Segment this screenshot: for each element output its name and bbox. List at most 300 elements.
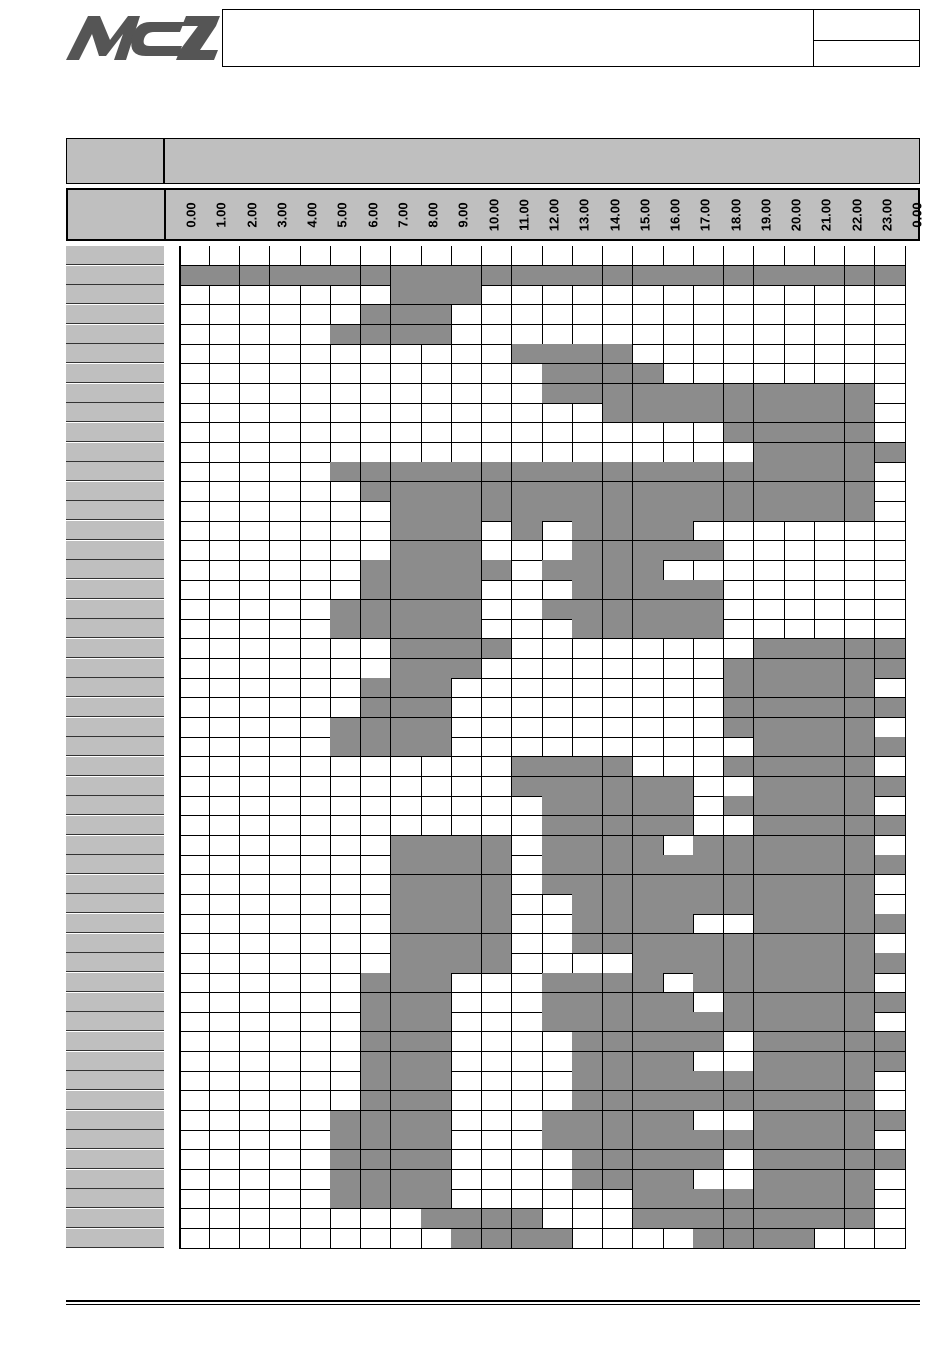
schedule-cell-empty xyxy=(724,580,755,600)
schedule-cell-active xyxy=(845,659,876,679)
schedule-cell-active xyxy=(603,796,634,816)
schedule-cell-empty xyxy=(300,501,331,521)
schedule-cell-active xyxy=(693,580,724,600)
row-label-cell xyxy=(66,541,164,560)
schedule-cell-active xyxy=(875,953,906,973)
schedule-cell-active xyxy=(421,1150,452,1170)
schedule-cell-active xyxy=(391,993,422,1013)
schedule-cell-empty xyxy=(270,482,301,502)
schedule-cell-active xyxy=(603,855,634,875)
schedule-cell-active xyxy=(421,285,452,305)
schedule-cell-active xyxy=(784,1032,815,1052)
schedule-cell-active xyxy=(814,501,845,521)
schedule-cell-active xyxy=(724,894,755,914)
schedule-cell-active xyxy=(784,1130,815,1150)
schedule-cell-empty xyxy=(875,875,906,895)
schedule-cell-active xyxy=(845,737,876,757)
schedule-cell-empty xyxy=(482,718,513,738)
schedule-cell-empty xyxy=(814,1229,845,1249)
schedule-cell-empty xyxy=(209,443,240,463)
schedule-cell-active xyxy=(784,403,815,423)
schedule-cell-empty xyxy=(875,1130,906,1150)
schedule-cell-empty xyxy=(875,501,906,521)
schedule-cell-empty xyxy=(784,521,815,541)
hour-label-text: 18.00 xyxy=(728,198,743,231)
schedule-cell-empty xyxy=(179,600,210,620)
schedule-cell-active xyxy=(693,953,724,973)
schedule-cell-empty xyxy=(724,619,755,639)
schedule-cell-empty xyxy=(663,325,694,345)
schedule-cell-active xyxy=(451,953,482,973)
schedule-cell-empty xyxy=(240,246,271,266)
schedule-cell-active xyxy=(361,1150,392,1170)
table-title-band xyxy=(164,138,920,184)
schedule-cell-active xyxy=(572,344,603,364)
schedule-cell-active xyxy=(633,1052,664,1072)
schedule-cell-active xyxy=(391,639,422,659)
schedule-cell-empty xyxy=(663,560,694,580)
schedule-cell-empty xyxy=(512,541,543,561)
schedule-cell-empty xyxy=(845,305,876,325)
schedule-cell-empty xyxy=(179,894,210,914)
schedule-cell-empty xyxy=(724,541,755,561)
schedule-cell-empty xyxy=(240,364,271,384)
schedule-cell-empty xyxy=(240,443,271,463)
schedule-cell-active xyxy=(482,266,513,286)
schedule-cell-empty xyxy=(451,1091,482,1111)
schedule-cell-empty xyxy=(572,423,603,443)
schedule-cell-active xyxy=(633,1091,664,1111)
schedule-cell-active xyxy=(663,796,694,816)
schedule-cell-empty xyxy=(875,718,906,738)
schedule-cell-empty xyxy=(361,816,392,836)
schedule-cell-active xyxy=(542,600,573,620)
schedule-cell-empty xyxy=(179,678,210,698)
schedule-cell-empty xyxy=(179,1032,210,1052)
schedule-cell-empty xyxy=(240,639,271,659)
schedule-cell-empty xyxy=(300,580,331,600)
schedule-cell-active xyxy=(603,521,634,541)
schedule-cell-empty xyxy=(391,403,422,423)
schedule-cell-empty xyxy=(875,619,906,639)
schedule-cell-active xyxy=(814,894,845,914)
schedule-cell-empty xyxy=(875,580,906,600)
row-label-cell xyxy=(66,560,164,579)
schedule-cell-empty xyxy=(361,757,392,777)
schedule-cell-active xyxy=(330,1150,361,1170)
schedule-cell-empty xyxy=(209,1012,240,1032)
schedule-cell-active xyxy=(724,1209,755,1229)
hour-label-text: 23.00 xyxy=(879,198,895,231)
schedule-cell-active xyxy=(814,796,845,816)
row-label-cell xyxy=(66,796,164,815)
schedule-cell-empty xyxy=(300,836,331,856)
schedule-cell-active xyxy=(754,501,785,521)
schedule-cell-empty xyxy=(179,836,210,856)
schedule-cell-active xyxy=(845,816,876,836)
schedule-cell-empty xyxy=(240,953,271,973)
schedule-cell-active xyxy=(784,443,815,463)
schedule-cell-empty xyxy=(633,718,664,738)
schedule-cell-empty xyxy=(270,1229,301,1249)
schedule-cell-active xyxy=(845,836,876,856)
schedule-cell-active xyxy=(572,266,603,286)
schedule-cell-empty xyxy=(240,816,271,836)
schedule-cell-empty xyxy=(754,325,785,345)
schedule-cell-empty xyxy=(179,777,210,797)
schedule-cell-active xyxy=(784,737,815,757)
schedule-cell-empty xyxy=(209,521,240,541)
schedule-cell-active xyxy=(633,1111,664,1131)
schedule-cell-empty xyxy=(512,678,543,698)
schedule-cell-empty xyxy=(300,914,331,934)
schedule-cell-empty xyxy=(300,600,331,620)
schedule-cell-active xyxy=(754,1209,785,1229)
schedule-cell-empty xyxy=(754,246,785,266)
schedule-cell-empty xyxy=(300,1209,331,1229)
schedule-cell-empty xyxy=(663,639,694,659)
schedule-cell-empty xyxy=(209,993,240,1013)
schedule-cell-active xyxy=(845,1032,876,1052)
schedule-cell-empty xyxy=(330,384,361,404)
schedule-cell-empty xyxy=(754,305,785,325)
schedule-cell-empty xyxy=(512,285,543,305)
schedule-cell-empty xyxy=(572,718,603,738)
hour-label xyxy=(872,190,902,239)
schedule-cell-empty xyxy=(845,580,876,600)
schedule-cell-empty xyxy=(391,796,422,816)
schedule-cell-active xyxy=(724,1091,755,1111)
hour-label xyxy=(781,190,811,239)
schedule-cell-active xyxy=(391,836,422,856)
schedule-cell-active xyxy=(572,384,603,404)
schedule-cell-active xyxy=(693,1189,724,1209)
schedule-cell-empty xyxy=(361,344,392,364)
schedule-cell-empty xyxy=(482,246,513,266)
schedule-cell-active xyxy=(845,757,876,777)
schedule-cell-active xyxy=(875,737,906,757)
schedule-cell-active xyxy=(361,1032,392,1052)
schedule-cell-empty xyxy=(270,1012,301,1032)
schedule-cell-empty xyxy=(209,580,240,600)
schedule-cell-empty xyxy=(512,894,543,914)
schedule-cell-active xyxy=(693,266,724,286)
hour-label-text: 6.00 xyxy=(365,201,380,228)
schedule-cell-empty xyxy=(209,698,240,718)
schedule-cell-empty xyxy=(542,619,573,639)
schedule-cell-empty xyxy=(270,1150,301,1170)
footer-rule-thin xyxy=(66,1304,920,1305)
schedule-cell-active xyxy=(330,325,361,345)
schedule-cell-active xyxy=(754,757,785,777)
schedule-cell-active xyxy=(421,462,452,482)
schedule-cell-empty xyxy=(482,973,513,993)
schedule-cell-empty xyxy=(300,718,331,738)
schedule-cell-empty xyxy=(270,1111,301,1131)
schedule-cell-empty xyxy=(179,659,210,679)
schedule-cell-active xyxy=(875,1052,906,1072)
schedule-cell-empty xyxy=(179,1229,210,1249)
schedule-cell-empty xyxy=(240,560,271,580)
schedule-cell-empty xyxy=(451,816,482,836)
schedule-cell-active xyxy=(361,1130,392,1150)
hour-label-text: 2.00 xyxy=(244,201,259,228)
schedule-cell-empty xyxy=(270,1091,301,1111)
schedule-cell-empty xyxy=(754,521,785,541)
schedule-cell-active xyxy=(572,1111,603,1131)
schedule-cell-active xyxy=(542,1130,573,1150)
schedule-cell-active xyxy=(603,894,634,914)
schedule-cell-empty xyxy=(814,600,845,620)
schedule-cell-active xyxy=(875,659,906,679)
schedule-cell-empty xyxy=(512,973,543,993)
schedule-cell-empty xyxy=(451,344,482,364)
schedule-cell-active xyxy=(633,501,664,521)
schedule-cell-empty xyxy=(482,600,513,620)
schedule-cell-active xyxy=(572,482,603,502)
schedule-cell-empty xyxy=(300,894,331,914)
schedule-cell-empty xyxy=(240,659,271,679)
schedule-cell-empty xyxy=(300,325,331,345)
schedule-cell-active xyxy=(451,600,482,620)
schedule-cell-empty xyxy=(270,600,301,620)
row-label-cell xyxy=(66,384,164,403)
schedule-cell-active xyxy=(542,266,573,286)
row-label-cell xyxy=(66,875,164,894)
schedule-cell-empty xyxy=(240,1032,271,1052)
schedule-cell-empty xyxy=(300,1052,331,1072)
schedule-cell-empty xyxy=(300,364,331,384)
schedule-cell-empty xyxy=(542,659,573,679)
schedule-cell-empty xyxy=(482,1052,513,1072)
schedule-cell-active xyxy=(391,1071,422,1091)
schedule-cell-active xyxy=(633,934,664,954)
schedule-cell-active xyxy=(361,1052,392,1072)
schedule-cell-empty xyxy=(421,423,452,443)
hour-label-text: 13.00 xyxy=(576,198,592,231)
schedule-cell-empty xyxy=(391,757,422,777)
schedule-cell-empty xyxy=(270,1052,301,1072)
schedule-cell-active xyxy=(754,1012,785,1032)
schedule-cell-active xyxy=(633,384,664,404)
schedule-cell-active xyxy=(633,1209,664,1229)
schedule-cell-active xyxy=(724,718,755,738)
schedule-cell-active xyxy=(572,1130,603,1150)
schedule-cell-active xyxy=(633,403,664,423)
schedule-cell-active xyxy=(572,777,603,797)
row-label-cell xyxy=(66,698,164,717)
schedule-cell-empty xyxy=(209,423,240,443)
schedule-cell-active xyxy=(512,1209,543,1229)
schedule-cell-active xyxy=(693,1150,724,1170)
schedule-cell-empty xyxy=(482,678,513,698)
schedule-cell-active xyxy=(814,1150,845,1170)
schedule-cell-active xyxy=(603,816,634,836)
schedule-cell-active xyxy=(724,836,755,856)
schedule-cell-empty xyxy=(209,796,240,816)
schedule-cell-empty xyxy=(482,1189,513,1209)
schedule-cell-empty xyxy=(300,541,331,561)
hour-label-text: 22.00 xyxy=(849,198,864,231)
schedule-cell-empty xyxy=(482,305,513,325)
schedule-cell-active xyxy=(572,1012,603,1032)
schedule-cell-active xyxy=(572,836,603,856)
schedule-cell-empty xyxy=(845,521,876,541)
row-label-cell xyxy=(66,462,164,481)
schedule-cell-active xyxy=(845,423,876,443)
schedule-cell-empty xyxy=(663,678,694,698)
schedule-cell-empty xyxy=(814,619,845,639)
schedule-cell-active xyxy=(784,1209,815,1229)
schedule-cell-empty xyxy=(875,325,906,345)
schedule-cell-empty xyxy=(270,364,301,384)
schedule-cell-empty xyxy=(330,796,361,816)
schedule-cell-empty xyxy=(209,777,240,797)
schedule-cell-empty xyxy=(724,639,755,659)
hour-label xyxy=(630,190,660,239)
hour-label xyxy=(176,190,206,239)
schedule-cell-active xyxy=(814,855,845,875)
schedule-cell-active xyxy=(875,816,906,836)
schedule-cell-active xyxy=(451,266,482,286)
schedule-cell-empty xyxy=(330,836,361,856)
schedule-cell-active xyxy=(482,914,513,934)
row-label-cell xyxy=(66,777,164,796)
schedule-cell-empty xyxy=(391,384,422,404)
schedule-cell-empty xyxy=(240,934,271,954)
schedule-cell-empty xyxy=(209,285,240,305)
schedule-cell-active xyxy=(421,541,452,561)
schedule-cell-active xyxy=(693,600,724,620)
schedule-cell-empty xyxy=(451,443,482,463)
schedule-cell-empty xyxy=(330,698,361,718)
schedule-cell-empty xyxy=(754,364,785,384)
schedule-cell-active xyxy=(330,1170,361,1190)
schedule-cell-empty xyxy=(512,1071,543,1091)
schedule-cell-active xyxy=(603,973,634,993)
schedule-cell-empty xyxy=(784,600,815,620)
schedule-cell-active xyxy=(693,855,724,875)
schedule-cell-empty xyxy=(875,423,906,443)
schedule-cell-active xyxy=(784,934,815,954)
schedule-cell-active xyxy=(330,1189,361,1209)
schedule-cell-active xyxy=(754,796,785,816)
schedule-cell-active xyxy=(421,718,452,738)
schedule-cell-active xyxy=(724,934,755,954)
schedule-cell-empty xyxy=(572,1209,603,1229)
schedule-cell-active xyxy=(663,1052,694,1072)
schedule-cell-active xyxy=(361,462,392,482)
schedule-cell-empty xyxy=(270,580,301,600)
schedule-cell-active xyxy=(814,1091,845,1111)
schedule-cell-empty xyxy=(179,521,210,541)
schedule-cell-active xyxy=(845,1189,876,1209)
schedule-cell-empty xyxy=(875,1071,906,1091)
schedule-cell-empty xyxy=(572,737,603,757)
schedule-cell-empty xyxy=(330,993,361,1013)
schedule-cell-empty xyxy=(300,678,331,698)
schedule-cell-empty xyxy=(875,973,906,993)
schedule-cell-active xyxy=(391,659,422,679)
schedule-cell-active xyxy=(482,482,513,502)
schedule-cell-active xyxy=(603,384,634,404)
schedule-cell-empty xyxy=(179,855,210,875)
schedule-cell-active xyxy=(784,1229,815,1249)
schedule-cell-active xyxy=(391,482,422,502)
schedule-cell-active xyxy=(572,1170,603,1190)
hour-label-text: 0.00 xyxy=(909,201,925,228)
schedule-cell-active xyxy=(603,1170,634,1190)
schedule-cell-active xyxy=(663,914,694,934)
schedule-cell-empty xyxy=(270,1170,301,1190)
schedule-cell-active xyxy=(784,423,815,443)
schedule-cell-empty xyxy=(421,796,452,816)
schedule-cell-empty xyxy=(512,816,543,836)
schedule-cell-active xyxy=(754,816,785,836)
schedule-cell-active xyxy=(633,953,664,973)
schedule-cell-empty xyxy=(361,796,392,816)
schedule-cell-empty xyxy=(270,305,301,325)
schedule-cell-active xyxy=(482,501,513,521)
schedule-cell-active xyxy=(391,541,422,561)
schedule-cell-active xyxy=(754,875,785,895)
schedule-cell-active xyxy=(784,1111,815,1131)
schedule-cell-active xyxy=(663,1111,694,1131)
schedule-cell-active xyxy=(542,1111,573,1131)
schedule-cell-empty xyxy=(330,1071,361,1091)
schedule-cell-empty xyxy=(300,1150,331,1170)
schedule-cell-active xyxy=(724,462,755,482)
schedule-cell-active xyxy=(724,1189,755,1209)
schedule-cell-active xyxy=(512,462,543,482)
schedule-cell-active xyxy=(754,678,785,698)
schedule-cell-active xyxy=(724,659,755,679)
schedule-cell-active xyxy=(784,1052,815,1072)
schedule-cell-empty xyxy=(209,1032,240,1052)
schedule-cell-empty xyxy=(603,285,634,305)
schedule-cell-active xyxy=(875,443,906,463)
schedule-cell-empty xyxy=(693,639,724,659)
schedule-cell-active xyxy=(603,1091,634,1111)
schedule-cell-empty xyxy=(572,1229,603,1249)
schedule-cell-active xyxy=(663,816,694,836)
schedule-cell-empty xyxy=(451,1189,482,1209)
schedule-cell-empty xyxy=(512,737,543,757)
schedule-cell-empty xyxy=(451,246,482,266)
schedule-cell-active xyxy=(391,266,422,286)
schedule-cell-empty xyxy=(421,344,452,364)
schedule-cell-empty xyxy=(451,305,482,325)
schedule-cell-empty xyxy=(270,443,301,463)
schedule-cell-empty xyxy=(240,718,271,738)
schedule-cell-empty xyxy=(693,344,724,364)
schedule-cell-empty xyxy=(270,285,301,305)
schedule-cell-active xyxy=(633,580,664,600)
schedule-cell-empty xyxy=(300,1130,331,1150)
schedule-cell-empty xyxy=(300,1091,331,1111)
schedule-cell-active xyxy=(330,462,361,482)
schedule-cell-empty xyxy=(330,894,361,914)
schedule-cell-empty xyxy=(542,934,573,954)
schedule-cell-active xyxy=(754,737,785,757)
schedule-cell-empty xyxy=(603,737,634,757)
schedule-cell-empty xyxy=(512,364,543,384)
schedule-cell-empty xyxy=(209,836,240,856)
schedule-cell-active xyxy=(784,757,815,777)
schedule-cell-empty xyxy=(240,1150,271,1170)
schedule-cell-active xyxy=(421,737,452,757)
schedule-cell-empty xyxy=(361,403,392,423)
